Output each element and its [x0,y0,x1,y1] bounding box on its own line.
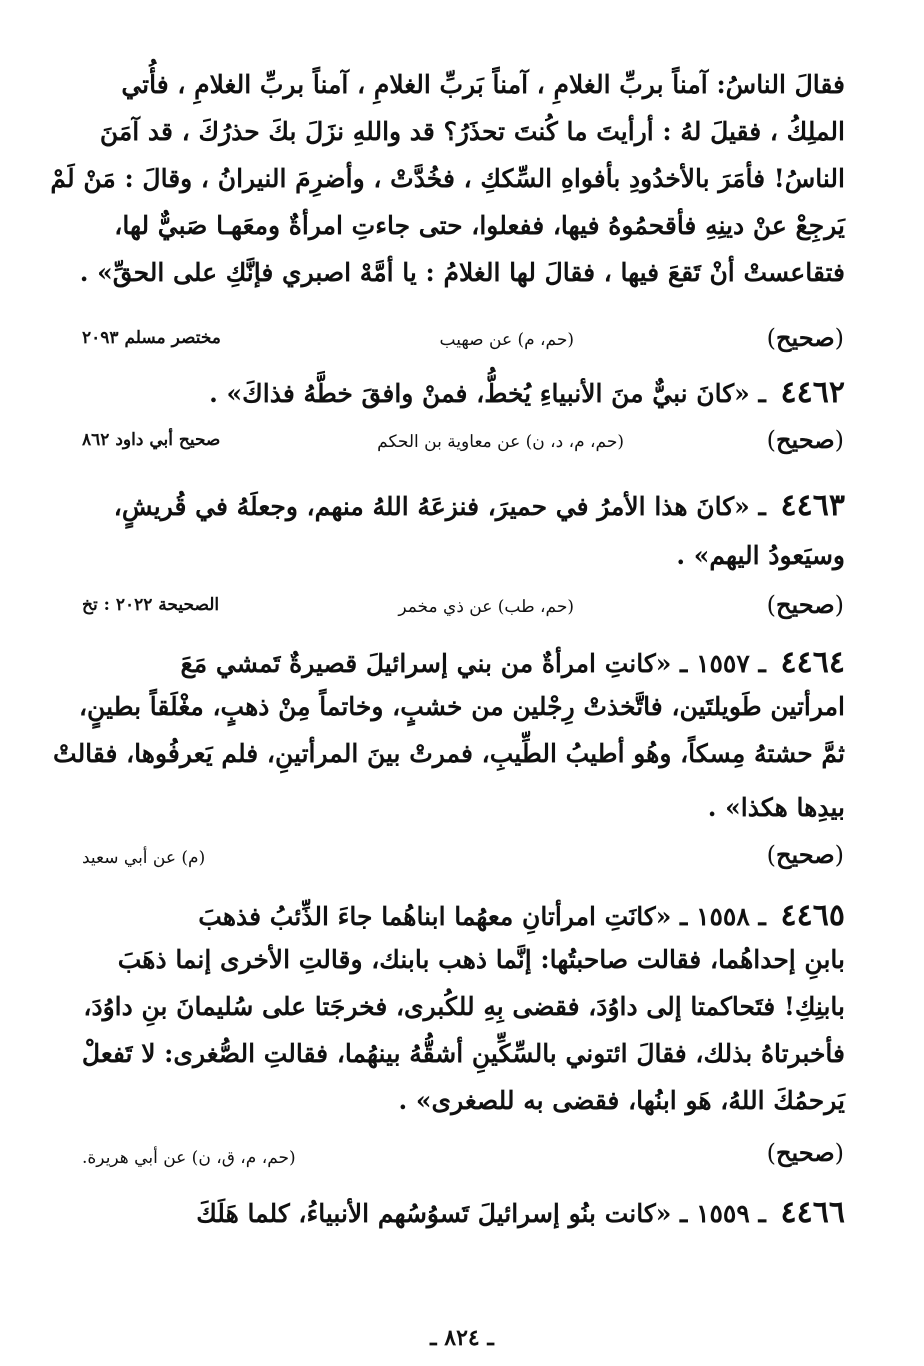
reference: صحيح أبي داود ٨٦٢ [82,430,221,450]
source-attribution: (م) عن أبي سعيد [82,848,206,868]
text-line: يَرجِعْ عنْ دينِهِ فأقحمُوهُ فيها، ففعلوا، حتى جاءتِ امرأةٌ ومعَهـا صَبيٌّ لها، [114,211,845,240]
hadith-number: ٤٤٦٤ [780,645,845,680]
text-line: ـ ١٥٥٩ ـ «كانت بنُو إسرائيلَ تَسوُسُهم الأنبياءُ، كلما هَلَكَ [196,1199,766,1228]
hadith-number: ٤٤٦٦ [780,1195,845,1230]
text-line: الناسُ! فأمَرَ بالأخدُودِ بأفواهِ السِّككِ ، فخُدَّتْ ، وأضرِمَ النيرانُ ، وقالَ : مَنْ لَمْ [50,164,845,193]
text-line: وسيَعودُ اليهم» . [676,541,845,570]
grade-label: (صحيح) [766,590,844,619]
grade-label: (صحيح) [766,425,844,454]
text-line: فأخبرتاهُ بذلك، فقالَ ائتوني بالسِّكِّينِ أشقُّهُ بينهُما، فقالتِ الصُّغرى: لا تَفعلْ [81,1039,845,1068]
intro-paragraph [50,70,845,310]
reference: الصحيحة ٢٠٢٢ : تخ [82,595,220,615]
source-attribution: (حم، طب) عن ذي مخمر [398,597,574,617]
hadith-4464 [53,645,845,835]
hadith-4466 [80,1195,845,1235]
text-line: بابنِكِ! فتَحاكمتا إلى داوُدَ، فقضى بِهِ للكُبرى، فخرجَتا على سُليمانَ بنِ داوُدَ، [83,992,845,1021]
hadith-number: ٤٤٦٣ [780,488,845,523]
hadith-number: ٤٤٦٥ [780,898,845,933]
grade-label: (صحيح) [766,840,844,869]
text-line: ـ «كانَ هذا الأمرُ في حميرَ، فنزعَهُ اللهُ منهم، وجعلَهُ في قُريشٍ، [113,492,766,521]
grade-label: (صحيح) [766,323,844,352]
text-line: فتقاعستْ أنْ تَقعَ فيها ، فقالَ لها الغلامُ : يا أمَّهْ اصبري فإنَّكِ على الحقِّ» . [79,258,845,287]
text-line: ـ ١٥٥٧ ـ «كانتِ امرأةٌ من بني إسرائيلَ قصيرةٌ تَمشي مَعَ [180,649,766,678]
text-line: فقالَ الناسُ: آمناً بربِّ الغلامِ ، آمناً بَربِّ الغلامِ ، آمناً بربِّ الغلامِ ، فأُتي [121,70,845,99]
hadith-4463 [80,488,845,578]
reference: مختصر مسلم ٢٠٩٣ [82,328,221,348]
text-line: بابنِ إحداهُما، فقالت صاحبتُها: إنَّما ذهب بابنك، وقالتِ الأخرى إنما ذهَبَ [117,945,845,974]
source-attribution: (حم، م) عن صهيب [439,330,574,350]
hadith-number: ٤٤٦٢ [780,375,845,410]
text-line: يَرحمُكَ اللهُ، هَو ابنُها، فقضى به للصغرى» . [398,1086,845,1115]
hadith-4462 [80,375,845,415]
text-line: امرأتين طَويلتَين، فاتَّخذتْ رِجْلين من خشبٍ، وخاتماً مِنْ ذهبٍ، مغْلَقاً بطينٍ، [78,692,845,721]
page-number: ـ ٨٢٤ ـ [430,1325,494,1351]
source-attribution: (حم، م، د، ن) عن معاوية بن الحكم [377,432,624,452]
text-line: الملِكُ ، فقيلَ لهُ : أرأيتَ ما كُنتَ تحذَرُ؟ قد واللهِ نزَلَ بكَ حذرُكَ ، قد آمَنَ [99,117,845,146]
source-attribution: (حم، م، ق، ن) عن أبي هريرة. [82,1148,296,1168]
text-line: ـ ١٥٥٨ ـ «كانَتِ امرأتانِ معهُما ابناهُما جاءَ الذِّئبُ فذهبَ [198,902,766,931]
hadith-4465 [80,898,845,1138]
grade-label: (صحيح) [766,1138,844,1167]
text-line: بيدِها هكذا» . [707,793,845,822]
text-line: ـ «كانَ نبيٌّ منَ الأنبياءِ يُخطُّ، فمنْ وافقَ خطَّهُ فذاكَ» . [209,379,766,408]
text-line: ثمَّ حشتهُ مِسكاً، وهُو أطيبُ الطِّيبِ، فمرتْ بينَ المرأتينِ، فلم يَعرفُوها، فقالتْ [53,739,845,768]
